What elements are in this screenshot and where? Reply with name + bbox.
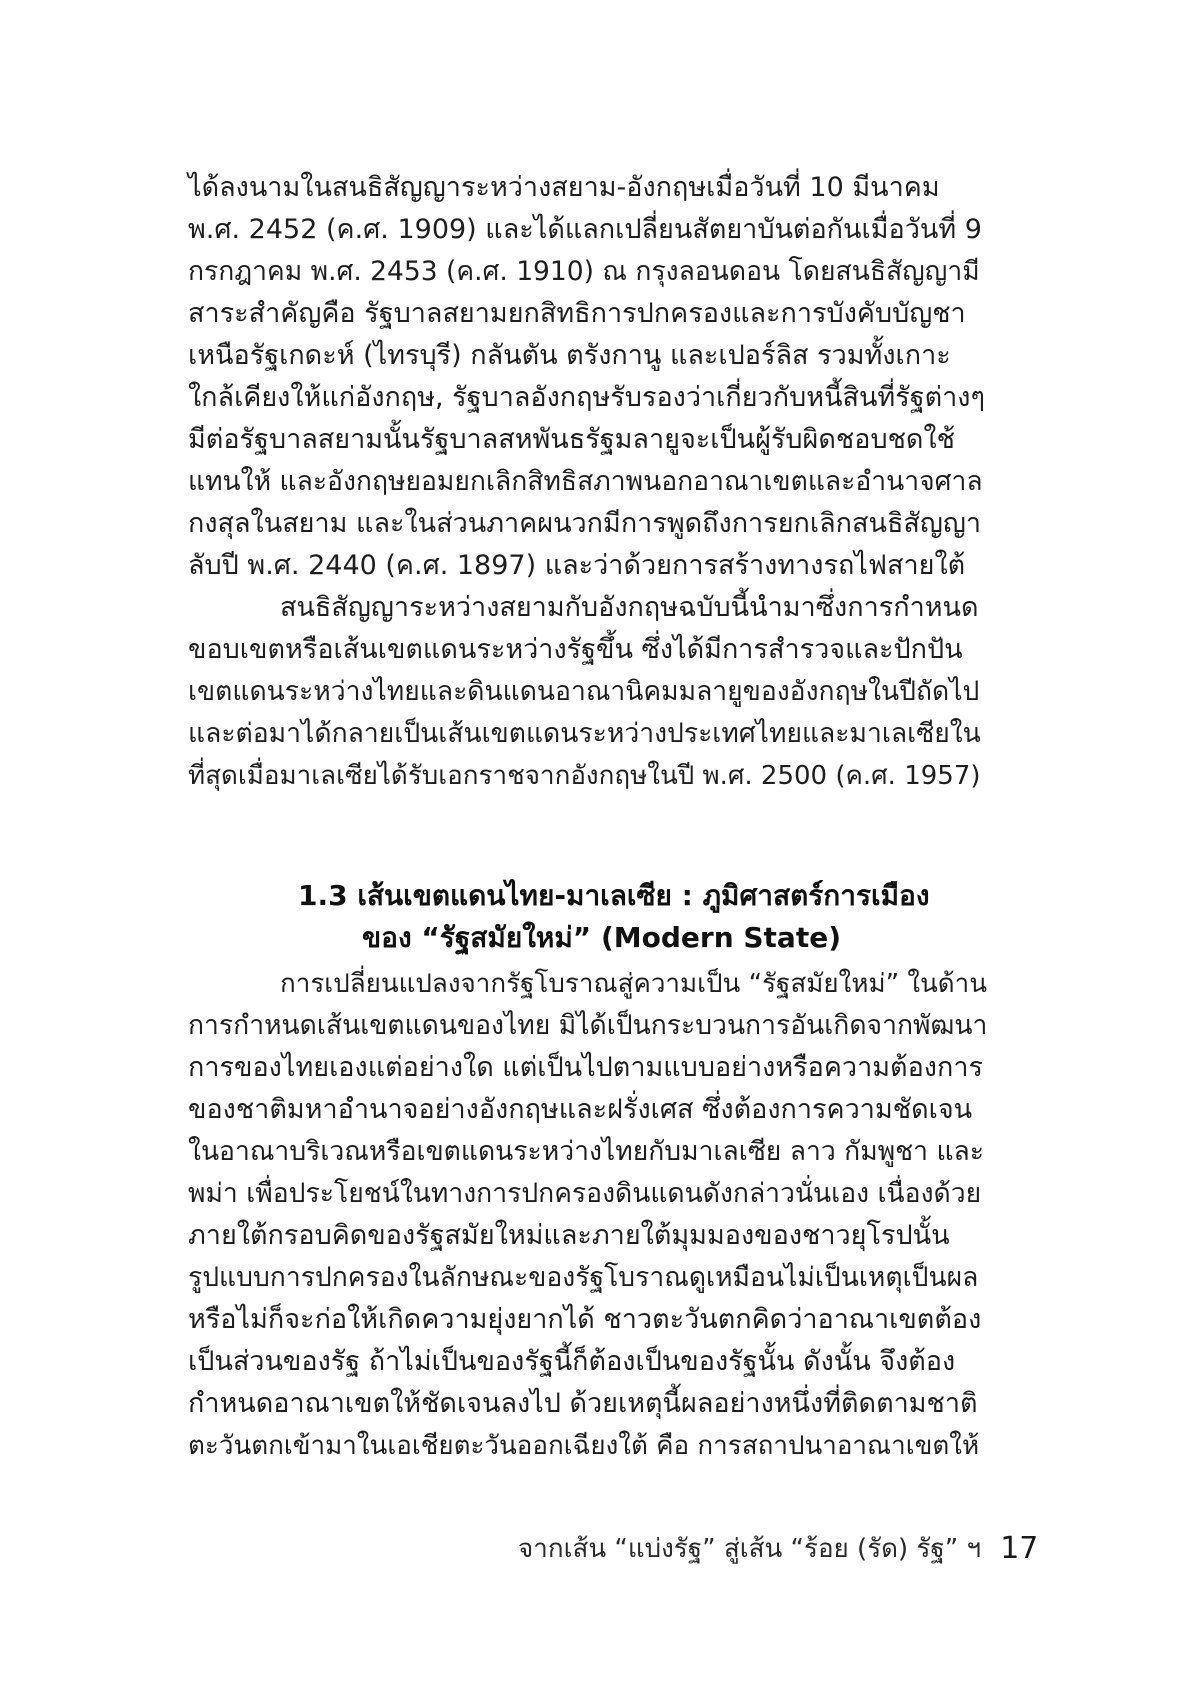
paragraph-line: รูปแบบการปกครองในลักษณะของรัฐโบราณดูเหมือนไม่เป็นเหตุเป็นผล: [188, 1262, 979, 1293]
paragraph-line: และต่อมาได้กลายเป็นเส้นเขตแดนระหว่างประเทศไทยและมาเลเซียใน: [188, 718, 981, 749]
paragraph-line: การเปลี่ยนแปลงจากรัฐโบราณสู่ความเป็น “รัฐสมัยใหม่” ในด้าน: [280, 969, 988, 999]
page-number: 17: [1000, 1531, 1039, 1566]
paragraph-line: พ.ศ. 2452 (ค.ศ. 1909) และได้แลกเปลี่ยนสัตยาบันต่อกันเมื่อวันที่ 9: [188, 214, 982, 245]
paragraph-line: กงสุลในสยาม และในส่วนภาคผนวกมีการพูดถึงการยกเลิกสนธิสัญญา: [188, 508, 982, 539]
paragraph-line: การกำหนดเส้นเขตแดนของไทย มิได้เป็นกระบวนการอันเกิดจากพัฒนา: [188, 1010, 988, 1041]
paragraph-line: มีต่อรัฐบาลสยามนั้นรัฐบาลสหพันธรัฐมลายูจะเป็นผู้รับผิดชอบชดใช้: [188, 424, 955, 455]
paragraph-line: กรกฎาคม พ.ศ. 2453 (ค.ศ. 1910) ณ กรุงลอนดอน โดยสนธิสัญญามี: [188, 256, 980, 287]
paragraph-line: ตะวันตกเข้ามาในเอเชียตะวันออกเฉียงใต้ คือ การสถาปนาอาณาเขตให้: [188, 1431, 980, 1461]
paragraph-line: พม่า เพื่อประโยชน์ในทางการปกครองดินแดนดังกล่าวนั่นเอง เนื่องด้วย: [188, 1178, 982, 1209]
paragraph-line: ใกล้เคียงให้แก่อังกฤษ, รัฐบาลอังกฤษรับรองว่าเกี่ยวกับหนี้สินที่รัฐต่างๆ: [188, 382, 985, 413]
paragraph-line: ลับปี พ.ศ. 2440 (ค.ศ. 1897) และว่าด้วยการสร้างทางรถไฟสายใต้: [188, 550, 966, 581]
running-title: จากเส้น “แบ่งรัฐ” สู่เส้น “ร้อย (รัด) รัฐ” ฯ: [518, 1534, 982, 1564]
paragraph-line: ภายใต้กรอบคิดของรัฐสมัยใหม่และภายใต้มุมมองของชาวยุโรปนั้น: [188, 1220, 950, 1251]
paragraph-line: ที่สุดเมื่อมาเลเซียได้รับเอกราชจากอังกฤษในปี พ.ศ. 2500 (ค.ศ. 1957): [188, 761, 981, 791]
paragraph-line: กำหนดอาณาเขตให้ชัดเจนลงไป ด้วยเหตุนี้ผลอย่างหนึ่งที่ติดตามชาติ: [188, 1388, 978, 1419]
paragraph-line: หรือไม่ก็จะก่อให้เกิดความยุ่งยากได้ ชาวตะวันตกคิดว่าอาณาเขตต้อง: [188, 1304, 982, 1335]
paragraph-line: ในอาณาบริเวณหรือเขตแดนระหว่างไทยกับมาเลเซีย ลาว กัมพูชา และ: [188, 1136, 985, 1167]
paragraph-line: ของชาติมหาอำนาจอย่างอังกฤษและฝรั่งเศส ซึ่งต้องการความชัดเจน: [188, 1094, 973, 1125]
section-heading: 1.3 เส้นเขตแดนไทย-มาเลเซีย : ภูมิศาสตร์การเมือง: [298, 879, 930, 912]
paragraph-line: ขอบเขตหรือเส้นเขตแดนระหว่างรัฐขึ้น ซึ่งได้มีการสำรวจและปักปัน: [188, 634, 963, 665]
page-footer: [518, 1528, 1039, 1578]
paragraph-line: สาระสำคัญคือ รัฐบาลสยามยกสิทธิการปกครองและการบังคับบัญชา: [188, 298, 966, 329]
paragraph-line: สนธิสัญญาระหว่างสยามกับอังกฤษฉบับนี้นำมาซึ่งการกำหนด: [280, 592, 979, 623]
paragraph-line: ได้ลงนามในสนธิสัญญาระหว่างสยาม-อังกฤษเมื่อวันที่ 10 มีนาคม: [188, 172, 940, 203]
paragraph-line: เหนือรัฐเกดะห์ (ไทรบุรี) กลันตัน ตรังกานู และเปอร์ลิส รวมทั้งเกาะ: [188, 340, 951, 371]
paragraph-line: เป็นส่วนของรัฐ ถ้าไม่เป็นของรัฐนี้ก็ต้องเป็นของรัฐนั้น ดังนั้น จึงต้อง: [188, 1346, 956, 1377]
section-heading-continuation: ของ “รัฐสมัยใหม่” (Modern State): [362, 921, 841, 954]
paragraph-line: การของไทยเองแต่อย่างใด แต่เป็นไปตามแบบอย่างหรือความต้องการ: [188, 1052, 983, 1083]
paragraph-line: แทนให้ และอังกฤษยอมยกเลิกสิทธิสภาพนอกอาณาเขตและอำนาจศาล: [188, 466, 983, 497]
paragraph-line: เขตแดนระหว่างไทยและดินแดนอาณานิคมมลายูของอังกฤษในปีถัดไป: [188, 676, 980, 707]
